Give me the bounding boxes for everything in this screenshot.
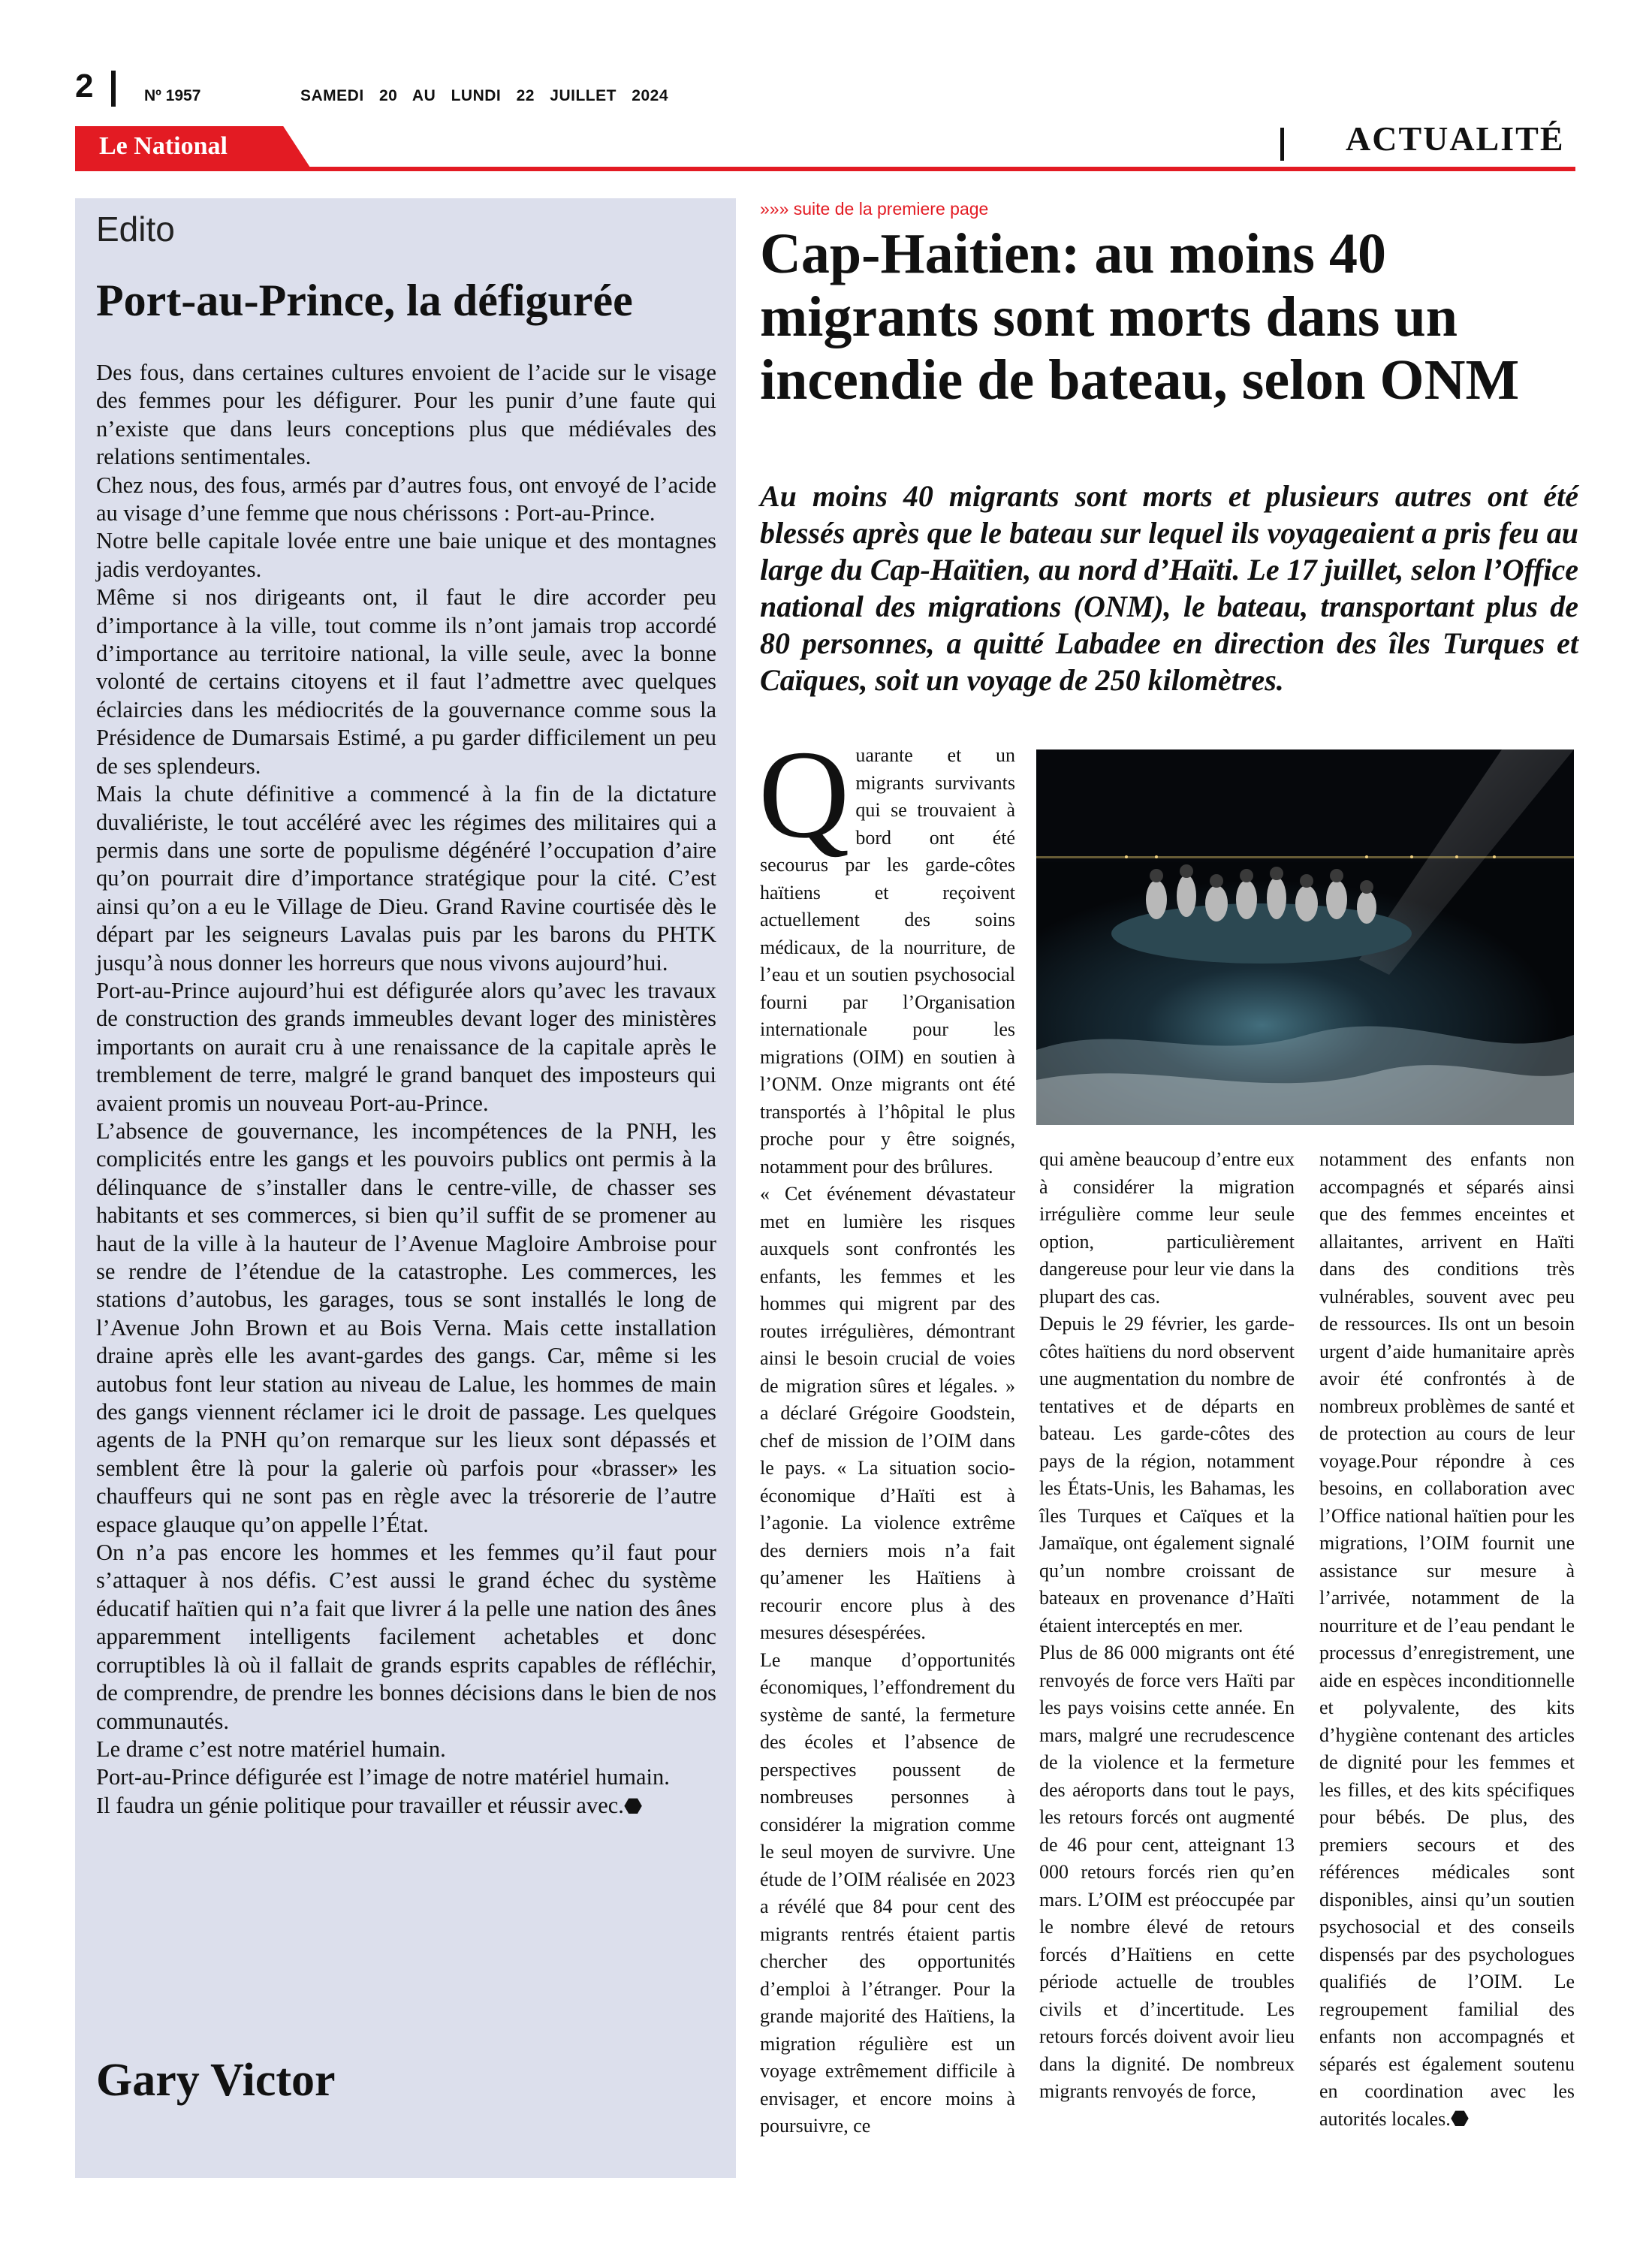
section-divider — [1280, 128, 1284, 161]
drop-cap: Q — [758, 725, 850, 864]
article-column-1 — [758, 725, 1015, 2140]
edito-paragraph: Port-au-Prince aujourd’hui est défigurée alors qu’avec les travaux de construction des grands immeubles devant loger des ministères importants on aurait cru à une renaissance de la capitale après le tremblement de terre, malgré le grand banquet des imposteurs qui avaient promis un nouveau Port-au-Prince. — [96, 977, 716, 1116]
article-column-3 — [1319, 1146, 1575, 2133]
article-paragraph: qui amène beaucoup d’entre eux à considérer la migration irrégulière comme leur seule option, particulièrement dangereuse pour leur vie dans la plupart des cas. — [1039, 1148, 1295, 1307]
article-kicker: »»» suite de la premiere page — [760, 199, 989, 219]
edito-paragraph: Mais la chute définitive a commencé à la fin de la dictature duvaliériste, le tout accéléré avec les régimes des militaires qui a permis dans une sorte de populisme dégénéré l’occupation d’aire qu’on pourrait dire d’importance stratégique pour la cité. C’est ainsi qu’on a eu le Village de Dieu. Grand Ravine courtisée dès le départ par les seigneurs Lavalas puis par les barons du PHTK jusqu’à nous donner les horreurs que nous vivons aujourd’hui. — [96, 781, 716, 976]
article-paragraph-text: notamment des enfants non accompagnés et séparés ainsi que des femmes enceintes et allaitantes, arrivent en Haïti dans des conditions très vulnérables, souvent avec peu de ressources. Ils ont un besoin urgent d’aide humanitaire après avoir été confrontés à de nombreux problèmes de santé et de protection au cours de leur voyage.Pour répondre à ces besoins, en collaboration avec l’Office national haïtien pour les migrations, l’OIM fournit une assistance sur mesure à l’arrivée, notamment de la nourriture et de l’eau pendant le processus d’enregistrement, une aide en espèces inconditionnelle et polyvalente, des kits d’hygiène contenant des articles de dignité pour les femmes et les filles, et des kits spécifiques pour bébés. De plus, des premiers secours et des références médicales sont disponibles, ainsi qu’un soutien psychosocial et des conseils dispensés par des psychologues qualifiés de l’OIM. Le regroupement familial des enfants non accompagnés et séparés est également soutenu en coordination avec les autorités locales. — [1319, 1148, 1575, 2130]
edito-paragraph: Port-au-Prince défigurée est l’image de notre matériel humain. — [96, 1764, 670, 1790]
article-paragraph: Le manque d’opportunités économiques, l’effondrement du système de santé, la fermeture des écoles et l’absence de perspectives poussent de nombreuses personnes à considérer la migration comme le seul moyen de survivre. Une étude de l’OIM réalisée en 2023 a révélé que 84 pour cent des migrants rentrés étaient partis chercher des opportunités d’emploi à l’étranger. Pour la grande majorité des Haïtiens, la migration régulière est un voyage extrêmement difficile à envisager, et encore moins à poursuivre, ce — [760, 1648, 1015, 2137]
boat-migrants-photo — [1036, 749, 1574, 1125]
section-title: ACTUALITÉ — [1346, 119, 1565, 158]
edito-label: Edito — [96, 210, 175, 249]
edito-paragraph: Le drame c’est notre matériel humain. — [96, 1736, 446, 1762]
edito-title: Port-au-Prince, la défigurée — [96, 276, 633, 325]
issue-number: Nº 1957 — [144, 87, 201, 104]
end-mark-icon: ⬣ — [1450, 2107, 1470, 2131]
article-lead: Au moins 40 migrants sont morts et plusieurs autres ont été blessés après que le bateau sur lequel ils voyageaient a pris feu au large du Cap-Haïtien, au nord d’Haïti. Le 17 juillet, selon l’Office national des migrations (ONM), le bateau, transportant plus de 80 personnes, a quitté Labadee en direction des îles Turques et Caïques, soit un voyage de 250 kilomètres. — [760, 479, 1578, 697]
brand-name: Le National — [99, 132, 228, 160]
edito-author: Gary Victor — [96, 2055, 336, 2106]
edito-paragraph-text: Il faudra un génie politique pour travailler et réussir avec. — [96, 1792, 624, 1818]
article-paragraph-last — [1319, 1146, 1575, 2133]
edito-paragraph: Même si nos dirigeants ont, il faut le dire accorder peu d’importance à la ville, tout comme ils n’ont jamais trop accordé d’importance au territoire national, la ville seule, avec la bonne volonté de certains citoyens et il faut l’admettre avec quelques éclaircies dans les médiocrités de la gouvernance comme sous la Présidence de Dumarsais Estimé, a pu garder difficilement un peu de ses splendeurs. — [96, 584, 716, 779]
article-column-2 — [1039, 1146, 1295, 2106]
article-paragraph: « Cet événement dévastateur met en lumière les risques auxquels sont confrontés les enfants, les femmes et les hommes qui migrent par des routes irrégulières, démontrant ainsi le besoin crucial de voies de migration sûres et légales. » a déclaré Grégoire Goodstein, chef de mission de l’OIM dans le pays. « La situation socio-économique d’Haïti est à l’agonie. La violence extrême des derniers mois n’a fait qu’amener les Haïtiens à recourir encore plus à des mesures désespérées. — [760, 1183, 1015, 1643]
edito-paragraph: Chez nous, des fous, armés par d’autres fous, ont envoyé de l’acide au visage d’une femme que nous chérissons : Port-au-Prince. — [96, 472, 716, 526]
article-title: Cap-Haitien: au moins 40 migrants sont morts dans un incendie de bateau, selon ONM — [760, 222, 1520, 412]
article-paragraph: Depuis le 29 février, les garde-côtes haïtiens du nord observent une augmentation du nombre de tentatives et de départs en bateau. Les garde-côtes des pays de la région, notamment les États-Unis, les Bahamas, les îles Turques et Caïques et la Jamaïque, ont également signalé qu’un nombre croissant de bateaux en provenance d’Haïti étaient interceptés en mer. — [1039, 1313, 1295, 1636]
edito-body — [96, 359, 716, 1820]
photo-illustration — [1036, 749, 1574, 1125]
edito-paragraph: L’absence de gouvernance, les incompétences de la PNH, les complicités entre les gangs et les pouvoirs publics ont permis à la délinquance de s’installer dans le centre-ville, de chasser ses habitants et ses commerces, si bien qu’il suffit de se promener au haut de la ville à la hauteur de l’Avenue Magloire Ambroise pour se rendre de l’étendue de la catastrophe. Les commerces, les stations d’autobus, les garages, tous se sont installés le long de l’Avenue John Brown et au Bois Verna. Mais cette installation draine après elle les avant-gardes des gangs. Car, même si les autobus font leur station au niveau de Lalue, les hommes de main des gangs viennent réclamer ici le droit de passage. Les quelques agents de la PNH qu’on remarque sur les lieux sont dépassés et semblent être là pour la galerie où parfois pour «brasser» les chauffeurs qui ne sont pas en règle avec la trésorerie de l’autre espace glauque qu’on appelle l’État. — [96, 1117, 716, 1537]
issue-date: SAMEDI 20 AU LUNDI 22 JUILLET 2024 — [300, 87, 668, 104]
article-first-paragraph — [758, 725, 1015, 1181]
end-mark-icon: ⬣ — [623, 1794, 643, 1818]
page-number: 2 — [75, 68, 94, 104]
edito-paragraph: On n’a pas encore les hommes et les femmes qu’il faut pour s’attaquer à nos défis. C’est aussi le grand échec du système éducatif haïtien qui n’a fait que livrer á la pelle une nation des ânes apparemment intelligents facilement achetables et donc corruptibles là où il fallait de grands esprits capables de réfléchir, de comprendre, de prendre les bonnes décisions dans le bien de nos communautés. — [96, 1540, 716, 1734]
edito-paragraph: Notre belle capitale lovée entre une baie unique et des montagnes jadis verdoyantes. — [96, 528, 716, 582]
edito-paragraph-last — [96, 1792, 716, 1820]
header-rule — [75, 167, 1575, 171]
article-paragraph-text: uarante et un migrants survivants qui se trouvaient à bord ont été secourus par les garde-côtes haïtiens et reçoivent actuellement des soins médicaux, de la nourriture, de l’eau et un soutien psychosocial fourni par l’Organisation internationale pour les migrations (OIM) en soutien à l’ONM. Onze migrants ont été transportés à l’hôpital le plus proche pour y être soignés, notamment pour des brûlures. — [760, 744, 1015, 1178]
article-paragraph: Plus de 86 000 migrants ont été renvoyés de force vers Haïti par les pays voisins cette année. En mars, malgré une recrudescence de la violence et la fermeture des aéroports dans tout le pays, les retours forcés ont augmenté de 46 pour cent, atteignant 13 000 retours forcés rien qu’en mars. L’OIM est préoccupée par le nombre élevé de retours forcés d’Haïtiens en cette période actuelle de troubles civils et d’incertitude. Les retours forcés doivent avoir lieu dans la dignité. De nombreux migrants renvoyés de force, — [1039, 1642, 1295, 2102]
header-divider — [111, 71, 116, 107]
edito-paragraph: Des fous, dans certaines cultures envoient de l’acide sur le visage des femmes pour les défigurer. Pour les punir d’une faute qui n’existe que dans leurs conceptions plus que médiévales des relations sentimentales. — [96, 360, 716, 470]
